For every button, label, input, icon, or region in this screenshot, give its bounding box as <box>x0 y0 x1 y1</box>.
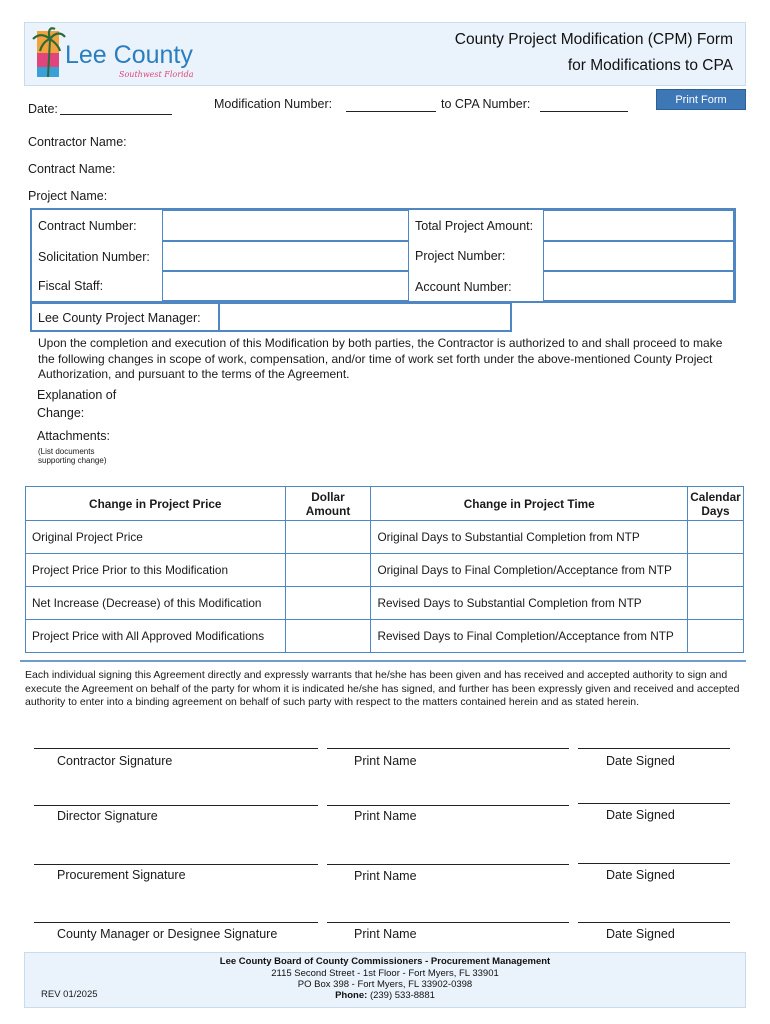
section-divider <box>20 660 746 662</box>
modification-number-field[interactable] <box>346 111 436 112</box>
time-row-label: Revised Days to Substantial Completion from NTP <box>371 587 688 620</box>
lee-county-logo <box>29 25 194 85</box>
date-field[interactable] <box>60 114 172 115</box>
project-name-label: Project Name: <box>28 189 108 203</box>
explanation-label: Explanation of <box>37 388 117 402</box>
contractor-signature-label: Contractor Signature <box>57 754 173 768</box>
total-project-amount-field[interactable] <box>543 210 734 241</box>
footer-address: 2115 Second Street - 1st Floor - Fort Myers, FL 33901 <box>271 968 499 979</box>
contract-name-label: Contract Name: <box>28 162 116 176</box>
price-row-label: Net Increase (Decrease) of this Modification <box>26 587 286 620</box>
project-manager-label: Lee County Project Manager: <box>38 311 201 325</box>
contractor-date-line[interactable] <box>578 748 730 749</box>
print-name-label: Print Name <box>354 869 417 883</box>
dollar-amount-cell[interactable] <box>285 620 371 653</box>
project-manager-field[interactable] <box>218 302 512 332</box>
price-header: Change in Project Price <box>26 487 286 521</box>
procurement-signature-label: Procurement Signature <box>57 868 186 882</box>
contract-number-field[interactable] <box>162 210 409 241</box>
logo-wordmark: Lee County <box>65 41 193 69</box>
director-signature-label: Director Signature <box>57 809 158 823</box>
account-number-label: Account Number: <box>415 280 512 294</box>
date-signed-label: Date Signed <box>606 808 675 822</box>
fiscal-staff-field[interactable] <box>162 271 409 301</box>
price-row-label: Original Project Price <box>26 521 286 554</box>
change-table-header <box>26 487 744 521</box>
time-row-label: Revised Days to Final Completion/Acceptance from NTP <box>371 620 688 653</box>
time-row-label: Original Days to Substantial Completion from NTP <box>371 521 688 554</box>
calendar-days-header <box>687 487 743 521</box>
change-table <box>25 486 744 653</box>
modification-number-label: Modification Number: <box>214 97 333 111</box>
calendar-header-line2: Days <box>701 503 730 518</box>
contractor-signature-line[interactable] <box>34 748 318 749</box>
time-row-label: Original Days to Final Completion/Acceptance from NTP <box>371 554 688 587</box>
footer-org: Lee County Board of County Commissioners - Procurement Management <box>219 956 551 967</box>
fiscal-staff-label: Fiscal Staff: <box>38 279 104 293</box>
footer-phone-number: (239) 533-8881 <box>369 990 435 1001</box>
director-date-line[interactable] <box>578 803 730 804</box>
print-name-label: Print Name <box>354 809 417 823</box>
table-row <box>26 521 744 554</box>
dollar-header-line2: Amount <box>305 503 351 518</box>
procurement-date-line[interactable] <box>578 863 730 864</box>
price-row-label: Project Price with All Approved Modifications <box>26 620 286 653</box>
authorization-paragraph: Upon the completion and execution of this Modification by both parties, the Contractor is authorized to and shall proceed to make the following changes in scope of work, compensation, and/or time of work set forth under the above-mentioned County Project Authorization, and pursuant to the terms of the Agreement. <box>38 336 723 381</box>
dollar-amount-header <box>285 487 371 521</box>
form-title-line1: County Project Modification (CPM) Form <box>454 31 733 48</box>
footer <box>24 952 746 1008</box>
date-signed-label: Date Signed <box>606 868 675 882</box>
calendar-days-cell[interactable] <box>687 620 743 653</box>
date-signed-label: Date Signed <box>606 754 675 768</box>
cpa-number-label: to CPA Number: <box>441 97 531 111</box>
contractor-print-line[interactable] <box>327 748 569 749</box>
contractor-name-label: Contractor Name: <box>28 135 127 149</box>
manager-signature-label: County Manager or Designee Signature <box>57 927 278 941</box>
explanation-label-2: Change: <box>37 406 85 420</box>
director-signature-line[interactable] <box>34 805 318 806</box>
warranty-paragraph: Each individual signing this Agreement directly and expressly warrants that he/she has been given and has received and accepted authority to sign and execute the Agreement on behalf of the party for whom it is indicated he/she has signed, and further has been expressly given and received and accepted authority to enter into a binding agreement on behalf of such party with respect to the matters contained herein and as stated herein. <box>25 669 740 708</box>
table-row <box>26 620 744 653</box>
dollar-amount-cell[interactable] <box>285 554 371 587</box>
attachments-note-2: supporting change) <box>38 456 107 465</box>
footer-phone <box>25 990 745 1001</box>
cpa-number-field[interactable] <box>540 111 628 112</box>
attachments-note: (List documents <box>38 447 95 456</box>
calendar-days-cell[interactable] <box>687 587 743 620</box>
footer-po-box: PO Box 398 - Fort Myers, FL 33902-0398 <box>297 979 473 990</box>
calendar-days-cell[interactable] <box>687 554 743 587</box>
manager-date-line[interactable] <box>578 922 730 923</box>
revision-label: REV 01/2025 <box>41 989 98 1000</box>
dollar-header-line1: Dollar <box>311 489 345 504</box>
procurement-print-line[interactable] <box>327 864 569 865</box>
table-row <box>26 554 744 587</box>
manager-signature-line[interactable] <box>34 922 318 923</box>
print-form-button[interactable]: Print Form <box>656 89 746 110</box>
logo-tagline: Southwest Florida <box>119 70 194 79</box>
attachments-label: Attachments: <box>37 429 110 443</box>
calendar-header-line1: Calendar <box>690 489 741 504</box>
contract-number-label: Contract Number: <box>38 219 137 233</box>
project-number-label: Project Number: <box>415 249 506 263</box>
header-banner <box>24 22 746 86</box>
total-project-amount-label: Total Project Amount: <box>415 219 534 233</box>
solicitation-number-field[interactable] <box>162 241 409 271</box>
procurement-signature-line[interactable] <box>34 864 318 865</box>
price-row-label: Project Price Prior to this Modification <box>26 554 286 587</box>
footer-phone-label: Phone: <box>335 990 368 1001</box>
director-print-line[interactable] <box>327 805 569 806</box>
print-name-label: Print Name <box>354 927 417 941</box>
date-label: Date: <box>28 102 58 116</box>
dollar-amount-cell[interactable] <box>285 521 371 554</box>
solicitation-number-label: Solicitation Number: <box>38 250 150 264</box>
date-signed-label: Date Signed <box>606 927 675 941</box>
account-number-field[interactable] <box>543 271 734 301</box>
calendar-days-cell[interactable] <box>687 521 743 554</box>
form-title-line2: for Modifications to CPA <box>567 57 733 74</box>
project-number-field[interactable] <box>543 241 734 271</box>
manager-print-line[interactable] <box>327 922 569 923</box>
table-row <box>26 587 744 620</box>
time-header: Change in Project Time <box>371 487 688 521</box>
print-name-label: Print Name <box>354 754 417 768</box>
dollar-amount-cell[interactable] <box>285 587 371 620</box>
